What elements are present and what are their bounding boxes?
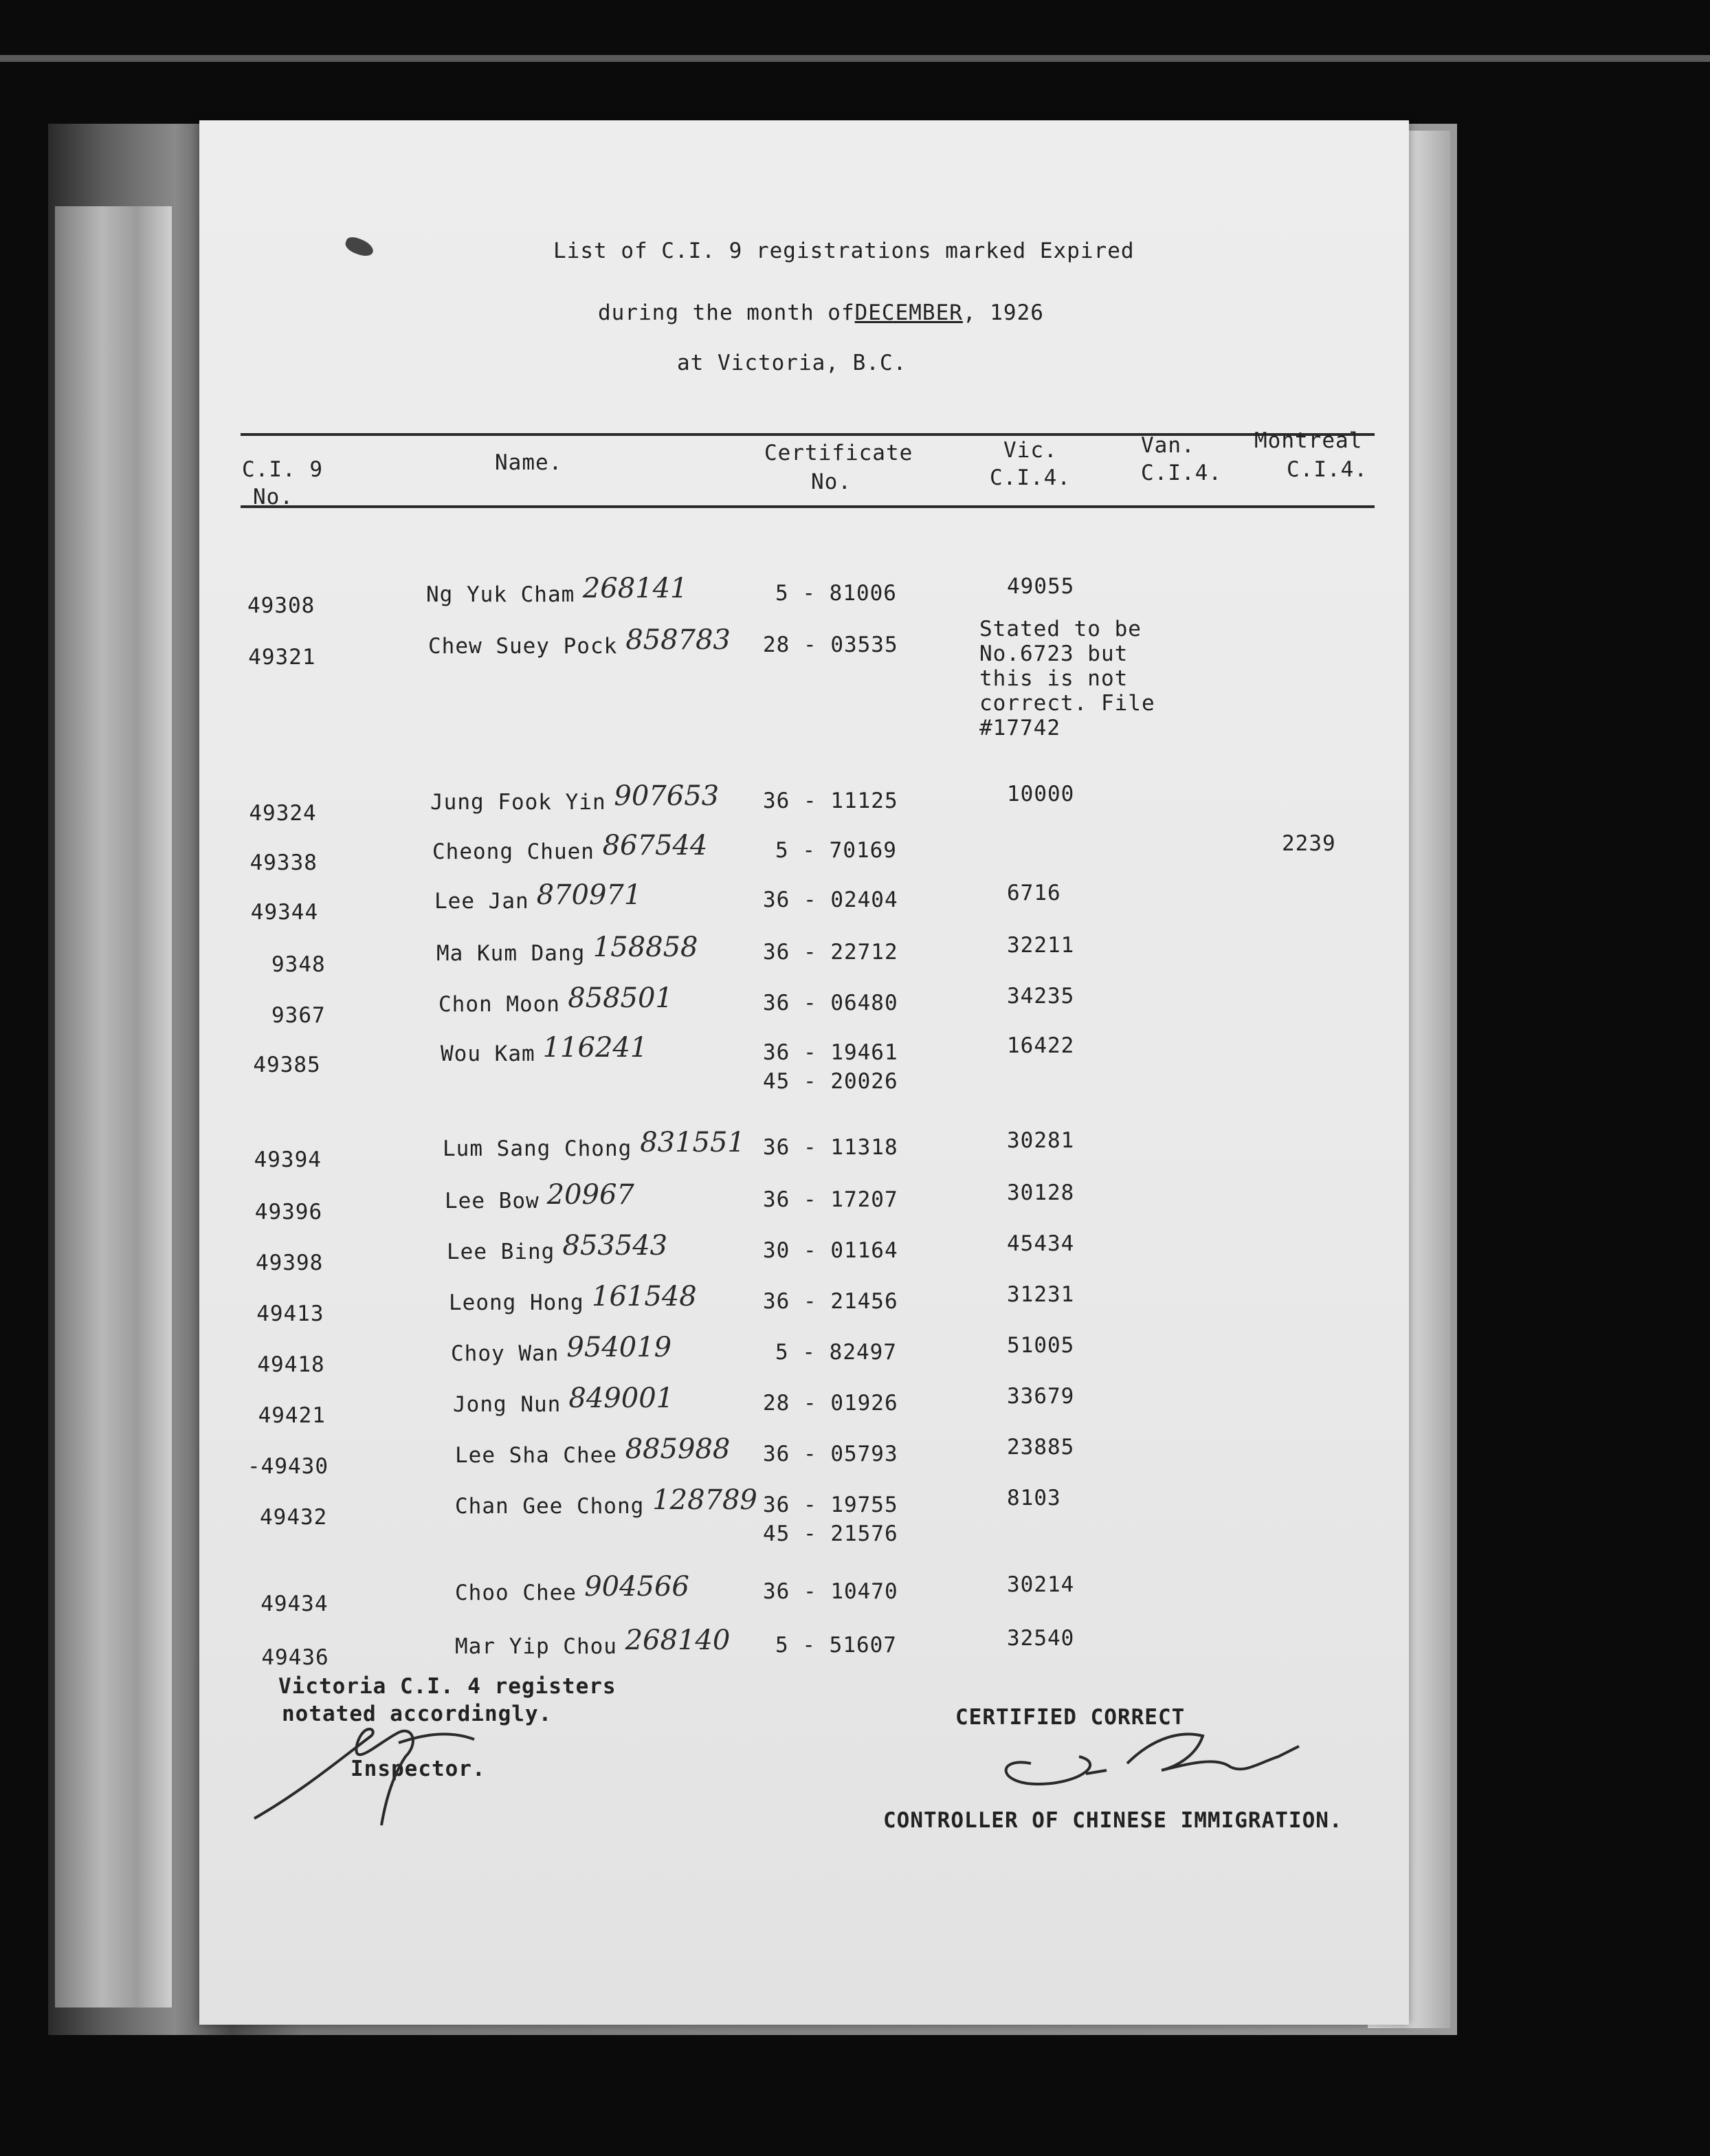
certificate-number: 5 - 70169 — [775, 838, 897, 863]
vic-ci4-number: 51005 — [1007, 1333, 1075, 1358]
inspector-signature — [241, 1715, 502, 1832]
handwritten-number: 904566 — [584, 1571, 689, 1603]
handwritten-number: 907653 — [614, 780, 720, 812]
registrant-name: Jong Nun — [453, 1392, 562, 1417]
col-header-cert-line2: No. — [811, 470, 852, 494]
certificate-number: 5 - 81006 — [775, 581, 897, 606]
vic-ci4-number: 30214 — [1007, 1572, 1075, 1597]
certificate-number: 36 - 11125 — [763, 789, 898, 813]
certificate-number: 36 - 10470 — [763, 1579, 898, 1604]
ci9-number: 49396 — [254, 1200, 323, 1224]
ci9-number: 9348 — [271, 952, 326, 977]
ci9-number: 49418 — [257, 1352, 325, 1377]
vic-ci4-number: 16422 — [1007, 1033, 1075, 1058]
col-header-name: Name. — [495, 450, 563, 475]
certificate-number: 5 - 51607 — [775, 1633, 897, 1658]
col-header-van-line1: Van. — [1141, 433, 1195, 458]
handwritten-number: 128789 — [652, 1484, 757, 1516]
certificate-number: 36 - 06480 — [763, 991, 898, 1015]
registrant-name: Jung Fook Yin — [430, 790, 606, 815]
vic-ci4-number: 31231 — [1007, 1282, 1075, 1307]
registrant-name: Lee Sha Chee — [455, 1443, 617, 1468]
note-line: #17742 — [979, 716, 1061, 740]
vic-ci4-number: 32540 — [1007, 1626, 1075, 1651]
handwritten-number: 870971 — [536, 879, 642, 911]
registrant-name: Choy Wan — [451, 1341, 559, 1366]
handwritten-number: 20967 — [546, 1179, 634, 1211]
vic-ci4-number: 32211 — [1007, 933, 1075, 958]
vic-ci4-number: 49055 — [1007, 574, 1075, 599]
footer-inspector-label: Inspector. — [351, 1757, 486, 1781]
registrant-name: Lee Bow — [445, 1189, 540, 1213]
handwritten-number: 954019 — [566, 1332, 672, 1363]
handwritten-number: 858783 — [625, 624, 731, 656]
col-header-vic-line2: C.I.4. — [990, 465, 1071, 490]
vic-ci4-number: 30128 — [1007, 1180, 1075, 1205]
ci9-number: 49324 — [249, 801, 317, 826]
certificate-number: 30 - 01164 — [763, 1238, 898, 1263]
film-edge — [0, 55, 1710, 62]
certificate-number: 36 - 21456 — [763, 1289, 898, 1314]
handwritten-number: 158858 — [592, 932, 698, 963]
handwritten-number: 116241 — [542, 1032, 648, 1064]
certified-correct-label: CERTIFIED CORRECT — [955, 1705, 1186, 1730]
handwritten-number: 268141 — [582, 573, 688, 604]
ci9-number: 49398 — [256, 1251, 324, 1275]
handwritten-number: 867544 — [602, 830, 708, 861]
ci9-number: 49338 — [249, 850, 318, 875]
certificate-number: 36 - 17207 — [763, 1187, 898, 1212]
registrant-name: Lee Jan — [434, 889, 529, 914]
col-header-vic-line1: Vic. — [1003, 438, 1058, 463]
header-rule-bottom — [241, 505, 1375, 508]
vic-ci4-number: 33679 — [1007, 1384, 1075, 1409]
footer-note-line-2: notated accordingly. — [282, 1702, 553, 1726]
title-line-1: List of C.I. 9 registrations marked Expired — [553, 239, 1135, 263]
handwritten-number: 831551 — [640, 1127, 745, 1158]
note-line: Stated to be — [979, 617, 1142, 641]
col-header-cert-line1: Certificate — [764, 441, 913, 465]
col-header-montreal-line2: C.I.4. — [1287, 457, 1368, 482]
handwritten-number: 268140 — [625, 1625, 731, 1656]
ci9-number: 9367 — [271, 1003, 326, 1028]
ci9-number: 49344 — [250, 900, 319, 925]
registrant-name: Leong Hong — [449, 1290, 584, 1315]
title-line-2: during the month ofDECEMBER, 1926 — [598, 300, 1044, 325]
certificate-number: 36 - 05793 — [763, 1442, 898, 1466]
registrant-name: Lum Sang Chong — [443, 1136, 632, 1161]
title-month: DECEMBER — [854, 300, 963, 325]
vic-ci4-number: 10000 — [1007, 782, 1075, 806]
ci9-number: 49394 — [254, 1147, 322, 1172]
certificate-number: 5 - 82497 — [775, 1340, 897, 1365]
ci9-number: 49436 — [261, 1645, 329, 1670]
vic-ci4-number: 34235 — [1007, 984, 1075, 1009]
ci9-number: 49421 — [258, 1403, 326, 1428]
ci9-number: 49308 — [247, 593, 315, 618]
vic-ci4-number: 45434 — [1007, 1231, 1075, 1256]
certificate-number: 36 - 02404 — [763, 888, 898, 912]
registrant-name: Choo Chee — [455, 1581, 577, 1605]
ci9-number: 49321 — [248, 645, 316, 670]
title-line-3: at Victoria, B.C. — [677, 351, 907, 375]
montreal-ci4-number: 2239 — [1282, 831, 1336, 856]
note-line: No.6723 but — [979, 641, 1129, 666]
certificate-number: 36 - 19755 — [763, 1493, 898, 1517]
controller-title: CONTROLLER OF CHINESE IMMIGRATION. — [883, 1808, 1343, 1833]
registrant-name: Mar Yip Chou — [455, 1634, 617, 1659]
footer-note-line-1: Victoria C.I. 4 registers — [278, 1674, 617, 1699]
handwritten-number: 853543 — [562, 1230, 668, 1262]
vic-ci4-number: 23885 — [1007, 1435, 1075, 1460]
ci9-number: -49430 — [247, 1454, 329, 1479]
col-header-van-line2: C.I.4. — [1141, 461, 1222, 485]
note-line: this is not — [979, 666, 1129, 691]
registrant-name: Lee Bing — [447, 1240, 555, 1264]
certificate-number: 28 - 03535 — [763, 632, 898, 657]
certificate-number: 36 - 11318 — [763, 1135, 898, 1160]
registrant-name: Cheong Chuen — [432, 839, 595, 864]
header-rule-top — [241, 433, 1375, 436]
ci9-number: 49432 — [260, 1505, 328, 1530]
registrant-name: Chon Moon — [438, 992, 560, 1017]
ci9-number: 49413 — [256, 1301, 324, 1326]
ci9-number: 49434 — [260, 1592, 329, 1616]
underlying-sheet-left — [55, 206, 172, 2008]
certificate-number: 36 - 22712 — [763, 940, 898, 965]
handwritten-number: 858501 — [568, 982, 673, 1014]
note-line: correct. File — [979, 691, 1155, 716]
document-page — [199, 120, 1409, 2025]
col-header-ci9-line1: C.I. 9 — [242, 457, 323, 482]
certificate-number: 28 - 01926 — [763, 1391, 898, 1416]
vic-ci4-number: 30281 — [1007, 1128, 1075, 1153]
registrant-name: Chew Suey Pock — [428, 634, 618, 659]
controller-signature — [969, 1715, 1326, 1798]
registrant-name: Wou Kam — [441, 1042, 535, 1066]
ci9-number: 49385 — [253, 1053, 321, 1077]
certificate-number: 45 - 20026 — [763, 1069, 898, 1094]
certificate-number: 45 - 21576 — [763, 1521, 898, 1546]
registrant-name: Chan Gee Chong — [455, 1494, 645, 1519]
vic-ci4-number: 6716 — [1007, 881, 1061, 905]
handwritten-number: 885988 — [625, 1433, 731, 1465]
registrant-name: Ma Kum Dang — [436, 941, 586, 966]
col-header-ci9-line2: No. — [253, 485, 293, 509]
certificate-number: 36 - 19461 — [763, 1040, 898, 1065]
handwritten-number: 849001 — [568, 1383, 674, 1414]
handwritten-number: 161548 — [592, 1281, 697, 1312]
registrant-name: Ng Yuk Cham — [426, 582, 575, 607]
ink-blot — [344, 234, 376, 258]
vic-ci4-number: 8103 — [1007, 1486, 1061, 1510]
col-header-montreal-line1: Montreal — [1254, 428, 1363, 453]
